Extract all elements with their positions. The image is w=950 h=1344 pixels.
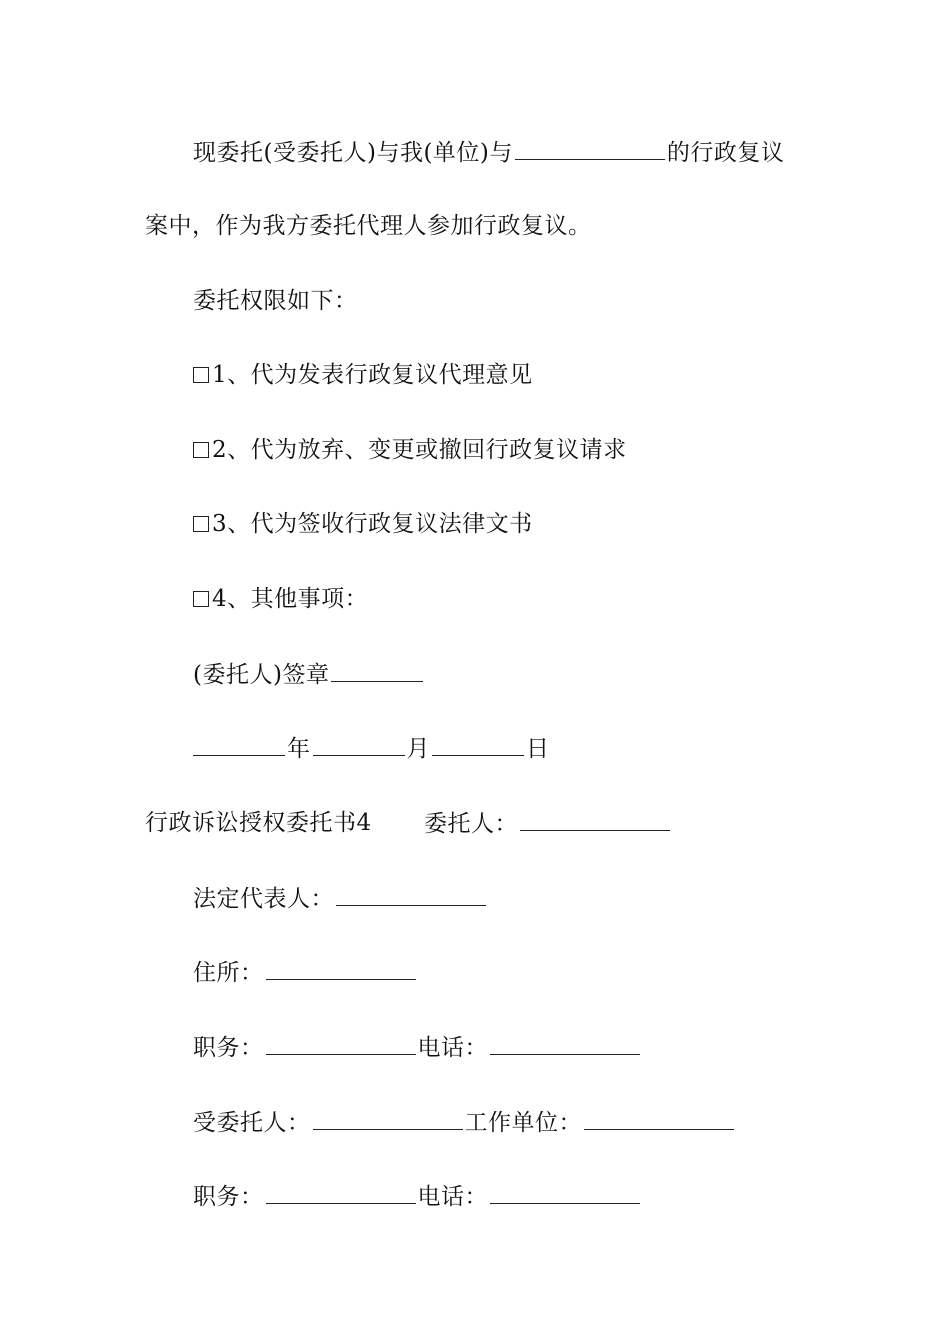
authority-item-label: 3、代为签收行政复议法律文书 <box>212 511 533 537</box>
section4-title-line <box>145 808 372 838</box>
principal-line <box>424 808 672 839</box>
checkbox-icon[interactable] <box>193 591 209 607</box>
legal-rep-blank[interactable] <box>336 883 486 906</box>
position-label: 职务： <box>193 1035 264 1061</box>
position-phone-line <box>193 1032 642 1063</box>
authority-item-label: 1、代为发表行政复议代理意见 <box>212 362 533 388</box>
authority-item <box>193 360 533 390</box>
phone-blank[interactable] <box>490 1032 640 1055</box>
agent-label: 受委托人： <box>193 1110 311 1136</box>
year-blank[interactable] <box>193 733 285 756</box>
authority-item-label: 2、代为放弃、变更或撤回行政复议请求 <box>212 437 627 463</box>
phone2-blank[interactable] <box>490 1181 640 1204</box>
authority-heading-text: 委托权限如下： <box>193 288 358 314</box>
signature-line <box>193 659 425 690</box>
intro-line-1 <box>193 137 784 168</box>
intro-text-b: 的行政复议 <box>666 140 785 166</box>
signature-blank[interactable] <box>331 659 423 682</box>
authority-item-label: 4、其他事项： <box>212 586 369 612</box>
section4-title: 行政诉讼授权委托书4 <box>145 810 372 836</box>
address-blank[interactable] <box>266 957 416 980</box>
position2-label: 职务： <box>193 1184 264 1210</box>
checkbox-icon[interactable] <box>193 442 209 458</box>
agent-blank[interactable] <box>313 1107 463 1130</box>
month-label: 月 <box>406 736 430 762</box>
workplace-blank[interactable] <box>584 1107 734 1130</box>
position2-blank[interactable] <box>266 1181 416 1204</box>
principal-blank[interactable] <box>520 808 670 831</box>
address-line <box>193 957 418 988</box>
position-phone-line-2 <box>193 1181 642 1212</box>
month-blank[interactable] <box>313 733 405 756</box>
phone-label: 电话： <box>417 1035 488 1061</box>
checkbox-icon[interactable] <box>193 367 209 383</box>
legal-rep-line <box>193 883 488 914</box>
checkbox-icon[interactable] <box>193 516 209 532</box>
phone2-label: 电话： <box>417 1184 488 1210</box>
day-blank[interactable] <box>432 733 524 756</box>
year-label: 年 <box>287 736 311 762</box>
agent-line <box>193 1107 736 1138</box>
principal-label: 委托人： <box>424 811 518 837</box>
authority-item <box>193 509 533 539</box>
intro-text-c: 案中，作为我方委托代理人参加行政复议。 <box>145 213 592 239</box>
authority-item <box>193 435 627 465</box>
date-line <box>193 733 550 764</box>
opponent-blank[interactable] <box>515 137 665 160</box>
position-blank[interactable] <box>266 1032 416 1055</box>
signature-label: (委托人)签章 <box>193 662 330 688</box>
legal-rep-label: 法定代表人： <box>193 886 334 912</box>
day-label: 日 <box>526 736 550 762</box>
workplace-label: 工作单位： <box>464 1110 582 1136</box>
intro-text-a: 现委托(受委托人)与我(单位)与 <box>193 140 513 166</box>
authority-heading <box>193 286 358 316</box>
address-label: 住所： <box>193 960 264 986</box>
authority-item <box>193 584 368 614</box>
intro-line-2 <box>145 211 592 241</box>
